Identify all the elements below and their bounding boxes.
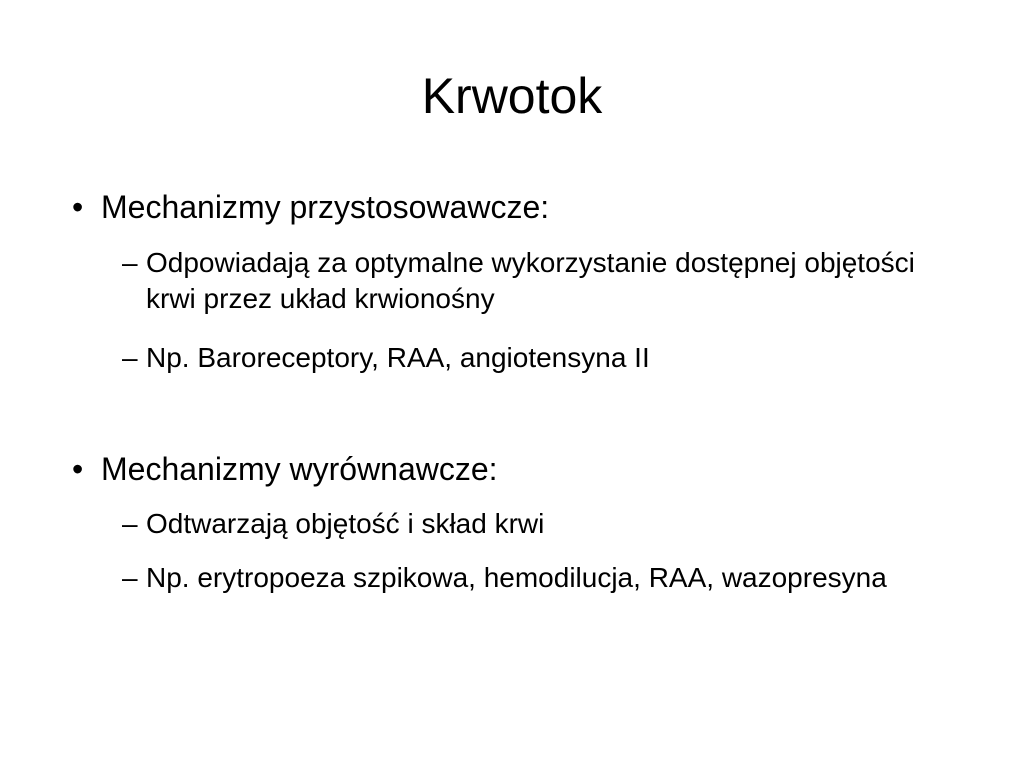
sub-bullet-baroreceptors: Np. Baroreceptory, RAA, angiotensyna II bbox=[146, 342, 650, 373]
sub-bullet-optimal-use: Odpowiadają za optymalne wykorzystanie dostępnej objętości krwi przez układ krwionośny bbox=[146, 247, 915, 314]
bullet-heading-adaptive: Mechanizmy przystosowawcze: bbox=[101, 189, 550, 225]
dash-marker: – bbox=[122, 247, 138, 278]
bullet-heading-compensatory: Mechanizmy wyrównawcze: bbox=[101, 451, 498, 487]
bullet-marker: • bbox=[72, 451, 84, 487]
bullet-marker: • bbox=[72, 189, 84, 225]
dash-marker: – bbox=[122, 508, 138, 539]
dash-marker: – bbox=[122, 562, 138, 593]
sub-bullet-restore-volume: Odtwarzają objętość i skład krwi bbox=[146, 508, 545, 539]
dash-marker: – bbox=[122, 342, 138, 373]
slide-title: Krwotok bbox=[421, 68, 603, 124]
sub-bullet-erythropoiesis: Np. erytropoeza szpikowa, hemodilucja, RAA, wazopresyna bbox=[146, 562, 887, 593]
